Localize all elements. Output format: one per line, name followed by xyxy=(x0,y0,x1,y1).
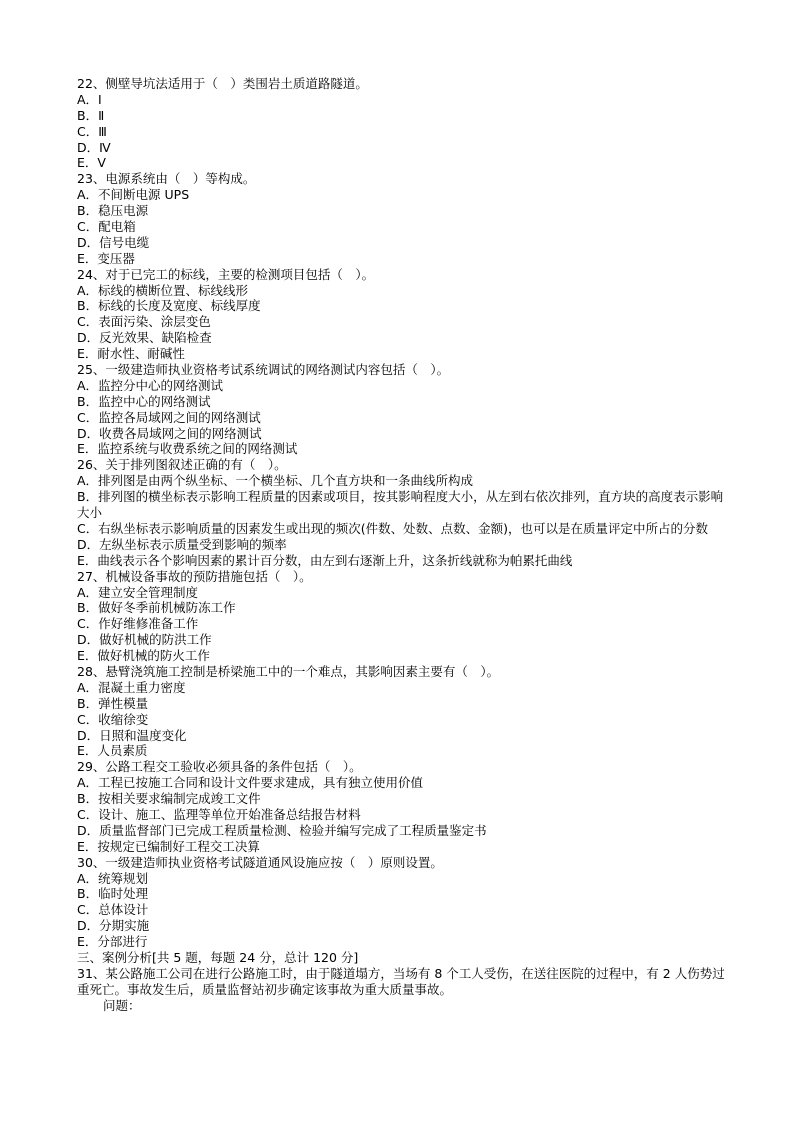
option-d: D．收费各局域网之间的网络测试 xyxy=(77,425,262,441)
option-a: A．混凝土重力密度 xyxy=(77,679,186,695)
question-24 xyxy=(77,267,727,362)
option-b: B．按相关要求编制完成竣工文件 xyxy=(77,791,261,807)
option-d: D．Ⅳ xyxy=(77,139,111,155)
option-d: D．做好机械的防洪工作 xyxy=(77,632,212,648)
option-d: D．分期实施 xyxy=(77,918,150,934)
option-e: E．做好机械的防火工作 xyxy=(77,648,210,664)
option-a: A．统筹规划 xyxy=(77,870,149,886)
option-d: D．质量监督部门已完成工程质量检测、检验并编写完成了工程质量鉴定书 xyxy=(77,822,487,838)
option-e: E．曲线表示各个影响因素的累计百分数，由左到右逐渐上升，这条折线就称为帕累托曲线 xyxy=(77,552,573,568)
option-b: B．标线的长度及宽度、标线厚度 xyxy=(77,298,261,314)
question-25 xyxy=(77,362,727,457)
document-page xyxy=(77,76,727,1014)
option-e: E．变压器 xyxy=(77,250,135,266)
option-a: A．Ⅰ xyxy=(77,91,102,107)
section-heading: 三、案例分析[共 5 题，每题 24 分，总计 120 分] xyxy=(77,950,359,966)
option-e: E．Ⅴ xyxy=(77,155,106,171)
option-b: B．监控中心的网络测试 xyxy=(77,393,211,409)
option-a: A．工程已按施工合同和设计文件要求建成，具有独立使用价值 xyxy=(77,775,424,791)
option-e: E．监控系统与收费系统之间的网络测试 xyxy=(77,441,298,457)
option-e: E．人员素质 xyxy=(77,743,148,759)
question-30 xyxy=(77,855,727,950)
option-c: C．总体设计 xyxy=(77,902,149,918)
option-d: D．左纵坐标表示质量受到影响的频率 xyxy=(77,536,287,552)
question-28 xyxy=(77,664,727,759)
case-31 xyxy=(77,966,727,1014)
option-b: B．弹性模量 xyxy=(77,695,149,711)
option-c: C．监控各局域网之间的网络测试 xyxy=(77,409,261,425)
option-c: C．Ⅲ xyxy=(77,123,107,139)
option-c: C．作好维修准备工作 xyxy=(77,616,199,632)
question-26 xyxy=(77,457,727,568)
option-c: C．配电箱 xyxy=(77,219,136,235)
option-d: D．信号电缆 xyxy=(77,234,150,250)
option-e: E．按规定已编制好工程交工决算 xyxy=(77,838,260,854)
option-b: B．Ⅱ xyxy=(77,107,105,123)
question-27 xyxy=(77,569,727,664)
option-d: D．反光效果、缺陷检查 xyxy=(77,330,212,346)
option-b: B．稳压电源 xyxy=(77,203,149,219)
option-d: D．日照和温度变化 xyxy=(77,727,187,743)
option-a: A．标线的横断位置、标线线形 xyxy=(77,282,249,298)
option-b: B．做好冬季前机械防冻工作 xyxy=(77,600,236,616)
option-a: A．建立安全管理制度 xyxy=(77,584,199,600)
option-a: A．排列图是由两个纵坐标、一个横坐标、几个直方块和一条曲线所构成 xyxy=(77,473,474,489)
option-e: E．分部进行 xyxy=(77,934,148,950)
question-29 xyxy=(77,759,727,854)
question-stem: 22、侧壁导坑法适用于（ ）类围岩土质道路隧道。 xyxy=(77,76,368,91)
case-question-label: 问题： xyxy=(103,997,141,1013)
question-22 xyxy=(77,76,727,171)
question-stem: 29、公路工程交工验收必须具备的条件包括（ ）。 xyxy=(77,759,362,775)
question-stem: 28、悬臂浇筑施工控制是桥梁施工中的一个难点，其影响因素主要有（ ）。 xyxy=(77,664,500,679)
option-c: C．右纵坐标表示影响质量的因素发生或出现的频次(件数、处数、点数、金额)，也可以是在质量评定中所占的分数 xyxy=(77,520,708,536)
option-c: C．收缩徐变 xyxy=(77,711,149,727)
question-stem: 24、对于已完工的标线，主要的检测项目包括（ ）。 xyxy=(77,266,375,282)
option-e: E．耐水性、耐碱性 xyxy=(77,346,185,362)
case-text: 31、某公路施工公司在进行公路施工时，由于隧道塌方，当场有 8 个工人受伤，在送往医院的过程中，有 2 人伤势过重死亡。事故发生后，质量监督站初步确定该事故为重大质量事故。 xyxy=(77,965,725,997)
question-stem: 25、一级建造师执业资格考试系统调试的网络测试内容包括（ ）。 xyxy=(77,362,450,378)
question-stem: 23、电源系统由（ ）等构成。 xyxy=(77,171,256,187)
question-stem: 27、机械设备事故的预防措施包括（ ）。 xyxy=(77,568,312,584)
option-a: A．不间断电源 UPS xyxy=(77,187,190,203)
option-b: B．排列图的横坐标表示影响工程质量的因素或项目，按其影响程度大小，从左到右依次排列，直方块的高度表示影响大小 xyxy=(77,489,724,521)
question-23 xyxy=(77,171,727,266)
option-a: A．监控分中心的网络测试 xyxy=(77,377,224,393)
question-stem: 26、关于排列图叙述正确的有（ ）。 xyxy=(77,457,287,473)
option-c: C．表面污染、涂层变色 xyxy=(77,314,211,330)
option-b: B．临时处理 xyxy=(77,886,149,902)
option-c: C．设计、施工、监理等单位开始准备总结报告材料 xyxy=(77,807,361,823)
question-stem: 30、一级建造师执业资格考试隧道通风设施应按（ ）原则设置。 xyxy=(77,854,443,870)
